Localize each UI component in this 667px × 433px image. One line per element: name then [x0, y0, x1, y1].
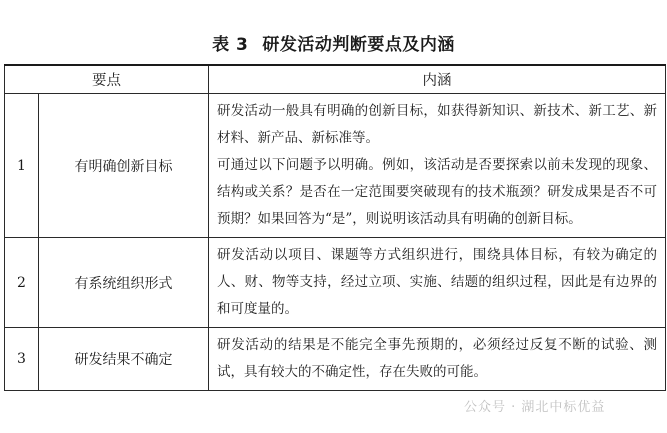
- row-point: 有系统组织形式: [39, 238, 209, 328]
- header-point: 要点: [5, 65, 209, 94]
- header-content: 内涵: [209, 65, 666, 94]
- row-content: [209, 328, 666, 391]
- table-row: [5, 328, 666, 391]
- table-row: [5, 238, 666, 328]
- table-number: 表 3: [212, 35, 249, 55]
- table-header-row: [5, 65, 666, 94]
- row-content: [209, 238, 666, 328]
- row-point: 研发结果不确定: [39, 328, 209, 391]
- requirements-table: [4, 64, 666, 391]
- row-index: 1: [5, 94, 39, 238]
- table-row: [5, 94, 666, 238]
- content-paragraph: 研发活动以项目、课题等方式组织进行，围绕具体目标，有较为确定的人、财、物等支持，经过立项、实施、结题的组织过程，因此是有边界的和可度量的。: [217, 247, 657, 317]
- row-content: [209, 94, 666, 238]
- row-index: 3: [5, 328, 39, 391]
- content-paragraph: 可通过以下问题予以明确。例如，该活动是否要探索以前未发现的现象、结构或关系？是否在一定范围要突破现有的技术瓶颈？研发成果是否不可预期？如果回答为“是”，则说明该活动具有明确的创新目标。: [217, 157, 657, 227]
- watermark: 公众号 · 湖北中标优益: [464, 400, 606, 415]
- table-title-text: 研发活动判断要点及内涵: [262, 35, 455, 55]
- table-title: [0, 30, 667, 55]
- row-point: 有明确创新目标: [39, 94, 209, 238]
- content-paragraph: 研发活动一般具有明确的创新目标，如获得新知识、新技术、新工艺、新材料、新产品、新标准等。: [217, 103, 657, 146]
- content-paragraph: 研发活动的结果是不能完全事先预期的，必须经过反复不断的试验、测试，具有较大的不确定性，存在失败的可能。: [217, 337, 657, 380]
- row-index: 2: [5, 238, 39, 328]
